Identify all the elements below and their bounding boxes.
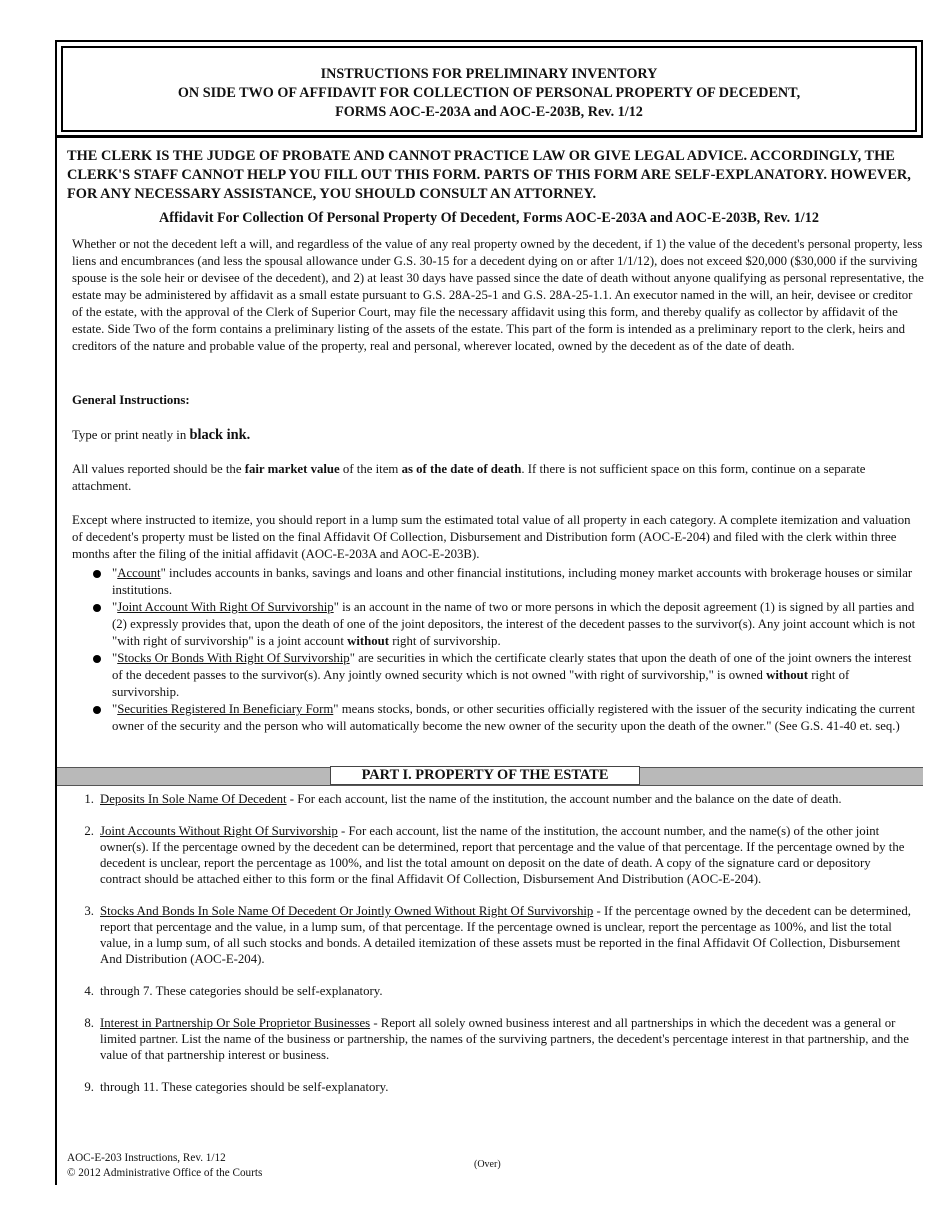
definition-item: "Securities Registered In Beneficiary Form" means stocks, bonds, or other securities officially registered with the issuer of the security indicating the current owner of the security and the person who will automatically become the new owner of the security upon the death of the owner." (See G.S. 41-40 et. seq.) xyxy=(72,701,917,735)
bullet-icon xyxy=(93,706,101,714)
definition-tail: right of survivorship. xyxy=(389,634,501,648)
definition-item: "Stocks Or Bonds With Right Of Survivorship" are securities in which the certificate clearly states that upon the death of one of the joint owners the interest of the decedent passes to the survivor(s). Any jointly owned security which is not owned "with right of survivorship," is owned without right of survivorship. xyxy=(72,650,917,701)
definition-list xyxy=(72,565,917,735)
item-number: 4. xyxy=(84,984,94,998)
definition-text: " is an account in the name of two or more persons in which the deposit agreement (1) is signed by all parties and (2) expressly provides that, upon the death of one of the joint depositors, the interest of the decedent passes to the survivor(s). Any joint account which is not "with right of survivorship" is a joint account xyxy=(112,600,916,648)
header-line-1: INSTRUCTIONS FOR PRELIMINARY INVENTORY xyxy=(320,66,658,82)
form-id: AOC-E-203 Instructions, Rev. 1/12 xyxy=(67,1152,226,1164)
list-item xyxy=(72,823,912,887)
definition-term: Securities Registered In Beneficiary Form xyxy=(117,702,334,716)
ink-instruction-bold: black ink. xyxy=(189,427,251,443)
list-item xyxy=(72,903,912,967)
form-header xyxy=(61,46,917,132)
values-text-3: . If there is not sufficient space on this form, continue on a separate attachment. xyxy=(72,462,866,493)
definition-item: "Account" includes accounts in banks, savings and loans and other financial institutions, including money market accounts with brokerage houses or similar institutions. xyxy=(72,565,917,599)
list-item xyxy=(72,791,912,807)
values-bold-1: fair market value xyxy=(244,462,340,476)
clerk-warning: THE CLERK IS THE JUDGE OF PROBATE AND CANNOT PRACTICE LAW OR GIVE LEGAL ADVICE. ACCORDINGLY, THE CLERK'S STAFF CANNOT HELP YOU FILL OUT THIS FORM. PARTS OF THIS FORM ARE SELF-EXPLANATORY. HOWEVER, FOR ANY NECESSARY ASSISTANCE, YOU SHOULD CONSULT AN ATTORNEY. xyxy=(67,148,911,202)
item-text: through 11. These categories should be self-explanatory. xyxy=(100,1080,389,1094)
definition-item: "Joint Account With Right Of Survivorship" is an account in the name of two or more persons in which the deposit agreement (1) is signed by all parties and (2) expressly provides that, upon the death of one of the joint depositors, the interest of the decedent passes to the survivor(s). Any joint account which is not "with right of survivorship" is a joint account without right of survivorship. xyxy=(72,599,917,650)
values-text-1: All values reported should be the xyxy=(72,462,245,476)
bullet-icon xyxy=(93,570,101,578)
item-term: Deposits In Sole Name Of Decedent xyxy=(100,792,287,806)
item-text: through 7. These categories should be self-explanatory. xyxy=(100,984,383,998)
definition-text: " means stocks, bonds, or other securities officially registered with the issuer of the security indicating the current owner of the security and the person who will automatically become the new owner of the security upon the death of the owner." (See G.S. 41-40 et. seq.) xyxy=(112,702,916,733)
item-term: Stocks And Bonds In Sole Name Of Decedent Or Jointly Owned Without Right Of Survivorship xyxy=(100,904,594,918)
values-text-2: of the item xyxy=(339,462,402,476)
item-number: 8. xyxy=(84,1016,94,1030)
definition-tail: right of survivorship. xyxy=(112,668,850,699)
header-rule xyxy=(55,135,923,138)
ink-instruction-text: Type or print neatly in xyxy=(72,428,190,442)
footer xyxy=(67,1151,262,1181)
item-number: 2. xyxy=(84,824,94,838)
page-border-right xyxy=(921,40,923,138)
definition-bold: without xyxy=(766,668,809,682)
header-line-3: FORMS AOC-E-203A and AOC-E-203B, Rev. 1/12 xyxy=(335,104,643,120)
item-number: 1. xyxy=(84,792,94,806)
item-number: 3. xyxy=(84,904,94,918)
page-border-top xyxy=(55,40,923,42)
over-note: (Over) xyxy=(474,1159,501,1170)
values-instruction xyxy=(72,461,924,495)
part-one-title: PART I. PROPERTY OF THE ESTATE xyxy=(330,766,640,785)
list-item xyxy=(72,1079,912,1095)
item-text: - For each account, list the name of the institution, the account number and the balance on the date of death. xyxy=(286,792,842,806)
bullet-icon xyxy=(93,655,101,663)
copyright: © 2012 Administrative Office of the Courts xyxy=(67,1167,263,1179)
item-term: Interest in Partnership Or Sole Proprietor Businesses xyxy=(100,1016,371,1030)
definition-bold: without xyxy=(347,634,390,648)
item-number: 9. xyxy=(84,1080,94,1094)
values-bold-2: as of the date of death xyxy=(401,462,522,476)
item-term: Joint Accounts Without Right Of Survivorship xyxy=(100,824,338,838)
definition-term: Account xyxy=(117,566,161,580)
general-instructions-heading: General Instructions: xyxy=(72,393,190,407)
list-item xyxy=(72,983,912,999)
bullet-icon xyxy=(93,604,101,612)
list-item xyxy=(72,1015,912,1063)
item-text: - Report all solely owned business interest and all partnerships in which the decedent was a general or limited partner. List the name of the business or partnership, the names of the surviving partners, the decedent's percentage interest in that partnership, and the value of that partnership interest or business. xyxy=(100,1016,909,1062)
itemize-instruction: Except where instructed to itemize, you should report in a lump sum the estimated total value of all property in each category. A complete itemization and valuation of decedent's property must be listed on the final Affidavit Of Collection, Disbursement and Distribution form (AOC-E-204) and filed with the clerk within three months after the filing of the initial affidavit (AOC-E-203A and AOC-E-203B). xyxy=(72,513,911,561)
item-text: - If the percentage owned by the decedent can be determined, report that percentage and the value, in a lump sum, of that percentage. If the percentage owned is unclear, report the percentage as 100%, and list the total value, in a lump sum, of all such stocks and bonds. A detailed itemization of these assets must be reported in the final Affidavit Of Collection, Disbursement And Distribution (AOC-E-204). xyxy=(100,904,911,966)
item-text: - For each account, list the name of the institution, the account number, and the name(s) of the other joint owner(s). If the percentage owned by the decedent can be determined, report that percentage and the value of that percentage. If the percentage owned by the decedent is unclear, report the percentage as 100%, and list the total amount on deposit on the date of death. A copy of the signature card or depository contract should be attached either to this form or the final Affidavit Of Collection, Disbursement And Distribution (AOC-E-204). xyxy=(100,824,905,886)
definition-term: Stocks Or Bonds With Right Of Survivorship xyxy=(117,651,350,665)
definition-text: " includes accounts in banks, savings and loans and other financial institutions, including money market accounts with brokerage houses or similar institutions. xyxy=(112,566,913,597)
intro-paragraph: Whether or not the decedent left a will, and regardless of the value of any real property owned by the decedent, if 1) the value of the decedent's personal property, less liens and encumbrances (and less the spousal allowance under G.S. 30-15 for a decedent dying on or after 1/1/12), does not exceed $20,000 ($30,000 if the surviving spouse is the sole heir or devisee of the decedent), and 2) at least 30 days have passed since the date of death without anyone qualifying as personal representative, the estate may be administered by affidavit as a small estate pursuant to G.S. 28A-25-1 and G.S. 28A-25-1.1. An executor named in the will, an heir, devisee or creditor of the estate, with the approval of the Clerk of Superior Court, may file the necessary affidavit using this form, and thereby qualify as collector by affidavit of the estate. Side Two of the form contains a preliminary listing of the assets of the estate. This part of the form is intended as a preliminary report to the clerk, heirs and creditors of the nature and probable value of the property, real and personal, wherever located, owned by the decedent as of the date of death. xyxy=(72,237,924,353)
ink-instruction xyxy=(72,427,250,444)
part-one-list xyxy=(72,791,912,1111)
header-line-2: ON SIDE TWO OF AFFIDAVIT FOR COLLECTION OF PERSONAL PROPERTY OF DECEDENT, xyxy=(177,85,801,101)
affidavit-subtitle: Affidavit For Collection Of Personal Property Of Decedent, Forms AOC-E-203A and AOC-E-203B, Rev. 1/12 xyxy=(159,210,819,226)
definition-term: Joint Account With Right Of Survivorship xyxy=(117,600,334,614)
definition-text: " are securities in which the certificate clearly states that upon the death of one of the joint owners the interest of the decedent passes to the survivor(s). Any jointly owned security which is not owned "with right of survivorship," is owned xyxy=(112,651,912,682)
